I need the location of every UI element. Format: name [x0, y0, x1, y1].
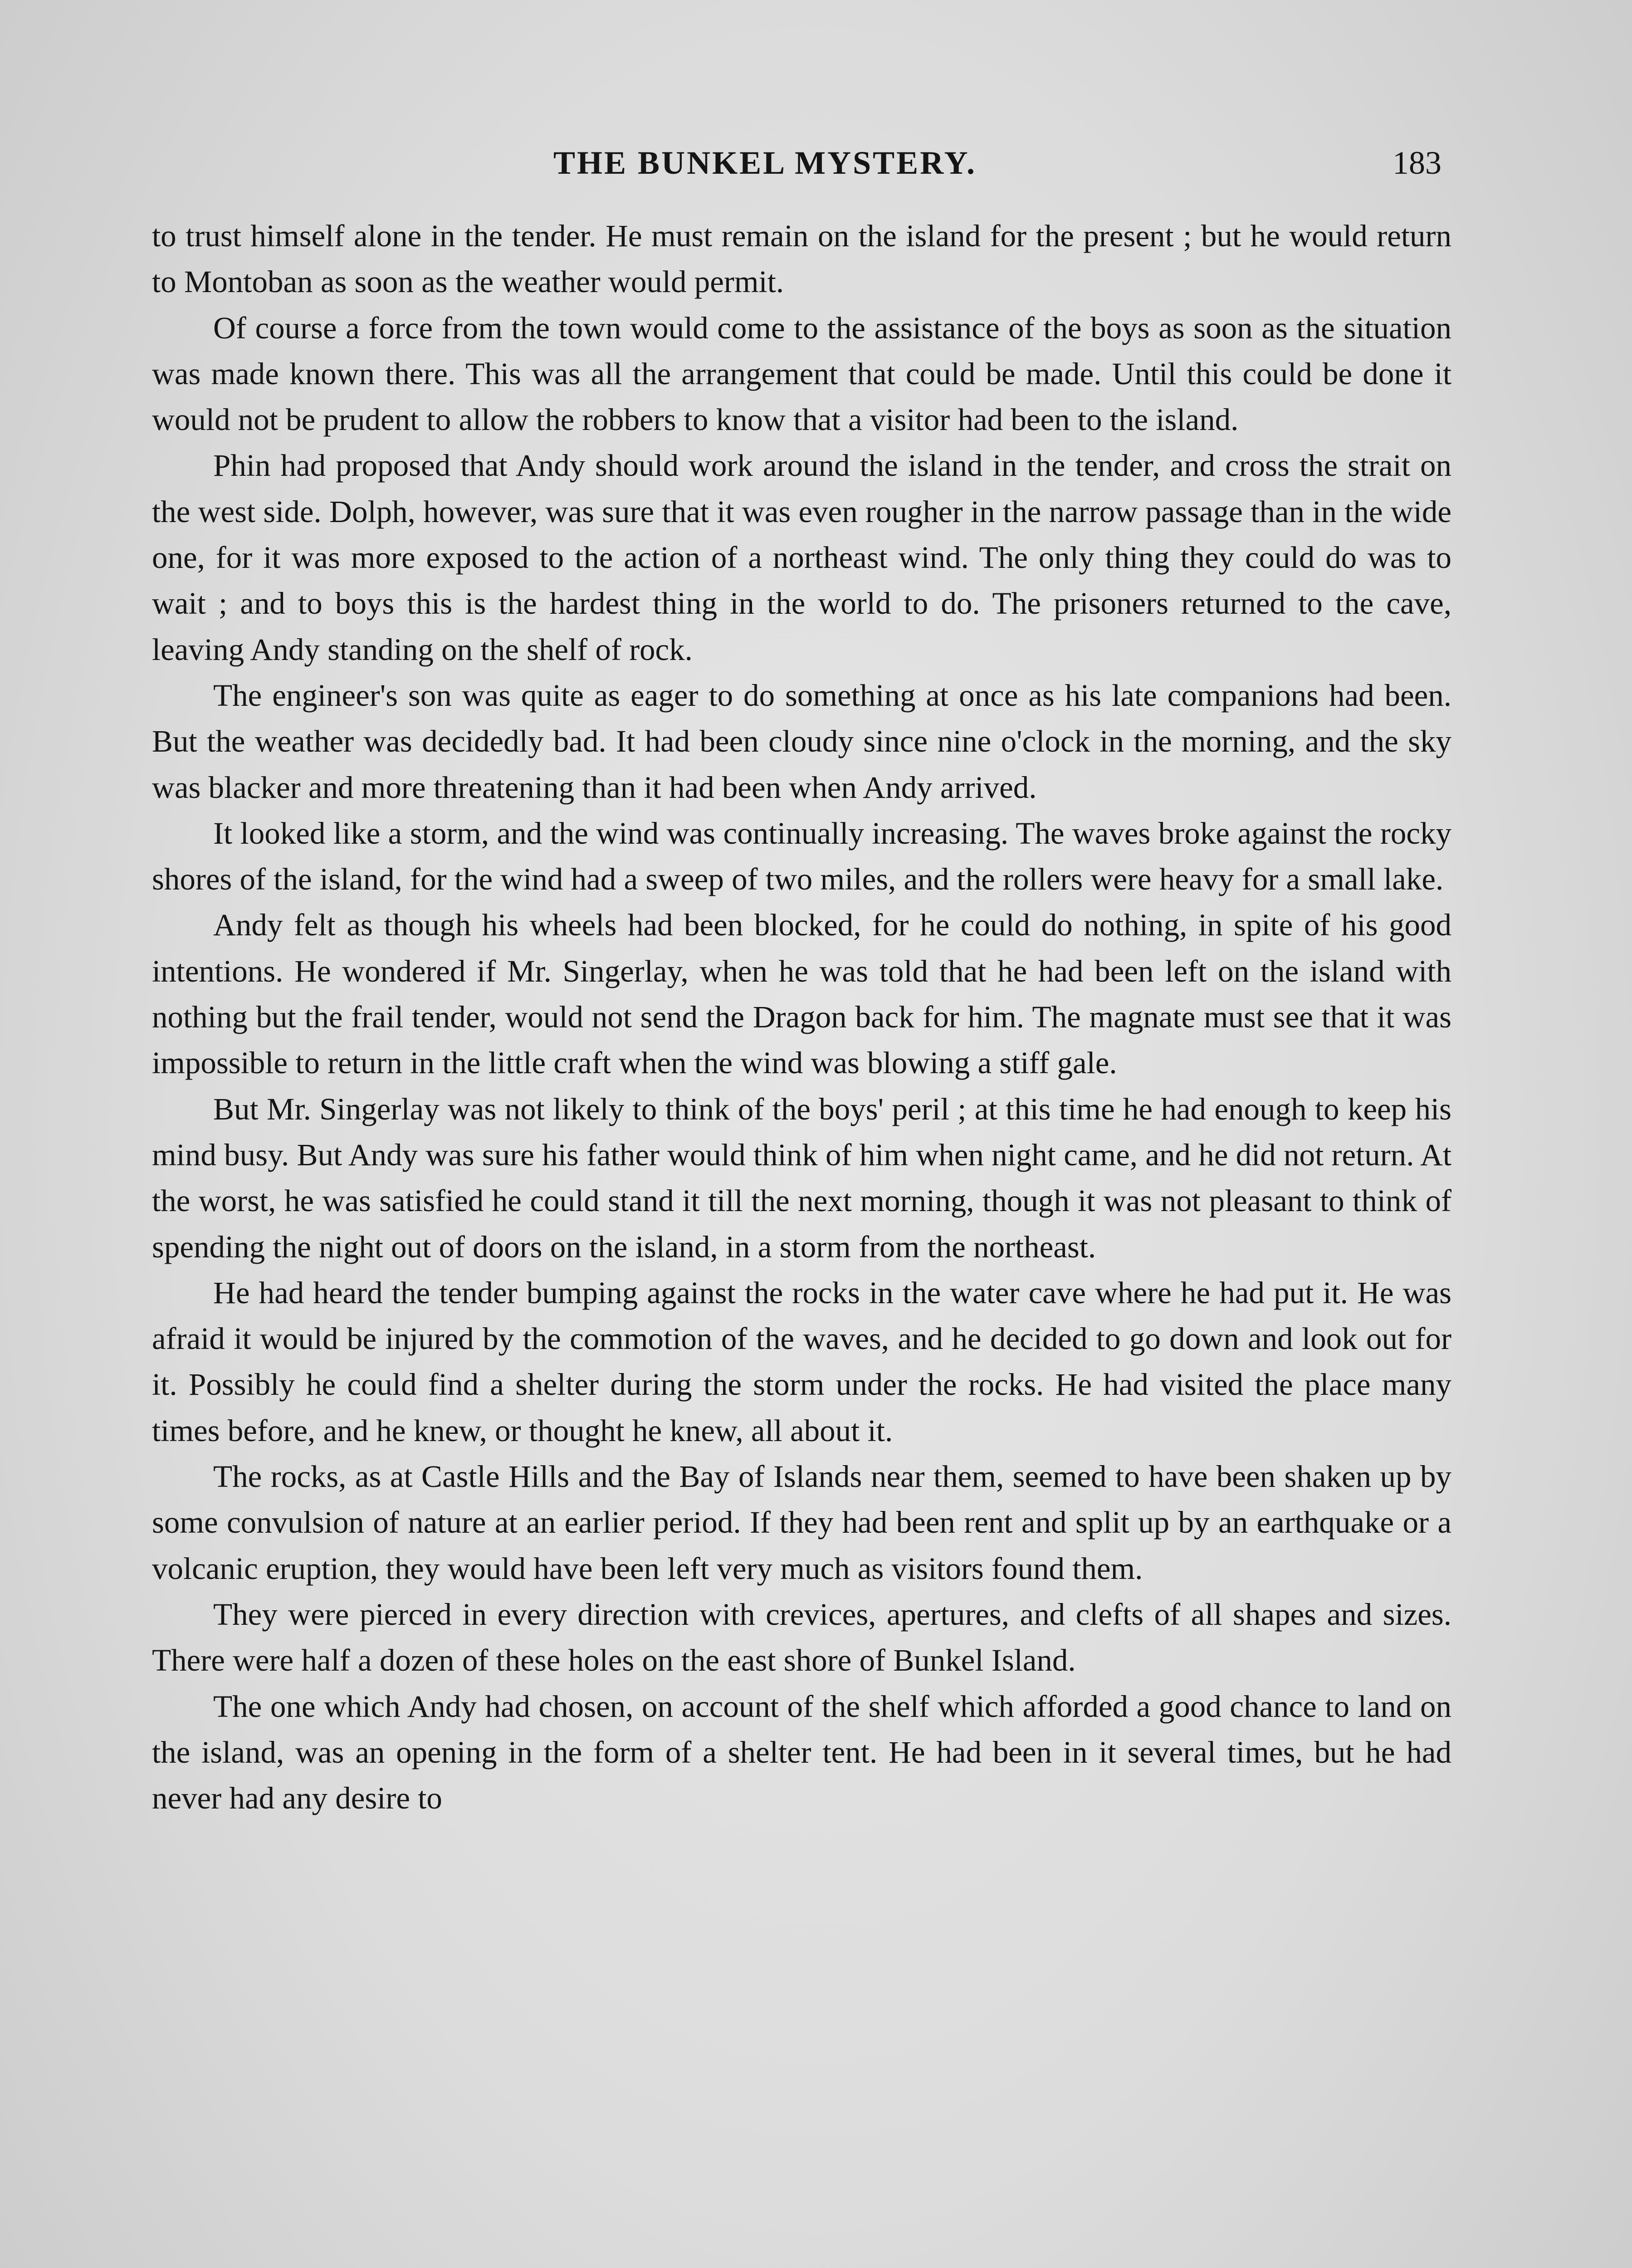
paragraph: Of course a force from the town would come to the assistance of the boys as soon as the situation was made known there. This was all the arrangement that could be made. Until this could be done it would not be prudent to allow the robbers to know that a visitor had been to the island.: [152, 310, 1451, 437]
paragraph: The engineer's son was quite as eager to do something at once as his late companions had been. But the weather was decidedly bad. It had been cloudy since nine o'clock in the morning, and the sky was blacker and more threatening than it had been when Andy arrived.: [152, 678, 1451, 805]
paragraph: The one which Andy had chosen, on account of the shelf which afforded a good chance to land on the island, was an opening in the form of a shelter tent. He had been in it several times, but he had never had any desire to: [152, 1689, 1451, 1816]
paragraph: to trust himself alone in the tender. He must remain on the island for the present ; but he would return to Montoban as soon as the weather would permit.: [152, 219, 1451, 299]
body-text: [152, 213, 1451, 1821]
paragraph: The rocks, as at Castle Hills and the Bay of Islands near them, seemed to have been shaken up by some convulsion of nature at an earlier period. If they had been rent and split up by an earthquake or a volcanic eruption, they would have been left very much as visitors found them.: [152, 1459, 1451, 1586]
paragraph: Andy felt as though his wheels had been blocked, for he could do nothing, in spite of his good intentions. He wondered if Mr. Singerlay, when he was told that he had been left on the island with nothing but the frail tender, would not send the Dragon back for him. The magnate must see that it was impossible to return in the little craft when the wind was blowing a stiff gale.: [152, 908, 1451, 1080]
paragraph: It looked like a storm, and the wind was continually increasing. The waves broke against the rocky shores of the island, for the wind had a sweep of two miles, and the rollers were heavy for a small lake.: [152, 816, 1451, 897]
page-number: 183: [1393, 145, 1441, 181]
paragraph: But Mr. Singerlay was not likely to think of the boys' peril ; at this time he had enough to keep his mind busy. But Andy was sure his father would think of him when night came, and he did not return. At the worst, he was satisfied he could stand it till the next morning, though it was not pleasant to think of spending the night out of doors on the island, in a storm from the northeast.: [152, 1091, 1451, 1264]
paragraph: They were pierced in every direction with crevices, apertures, and clefts of all shapes and sizes. There were half a dozen of these holes on the east shore of Bunkel Island.: [152, 1597, 1451, 1678]
paragraph: He had heard the tender bumping against the rocks in the water cave where he had put it. He was afraid it would be injured by the commotion of the waves, and he decided to go down and look out for it. Possibly he could find a shelter during the storm under the rocks. He had visited the place many times before, and he knew, or thought he knew, all about it.: [152, 1275, 1451, 1448]
paragraph: Phin had proposed that Andy should work around the island in the tender, and cross the strait on the west side. Dolph, however, was sure that it was even rougher in the narrow passage than in the wide one, for it was more exposed to the action of a northeast wind. The only thing they could do was to wait ; and to boys this is the hardest thing in the world to do. The prisoners returned to the cave, leaving Andy standing on the shelf of rock.: [152, 448, 1451, 667]
running-head: [0, 144, 1632, 185]
running-title: THE BUNKEL MYSTERY.: [553, 145, 977, 181]
